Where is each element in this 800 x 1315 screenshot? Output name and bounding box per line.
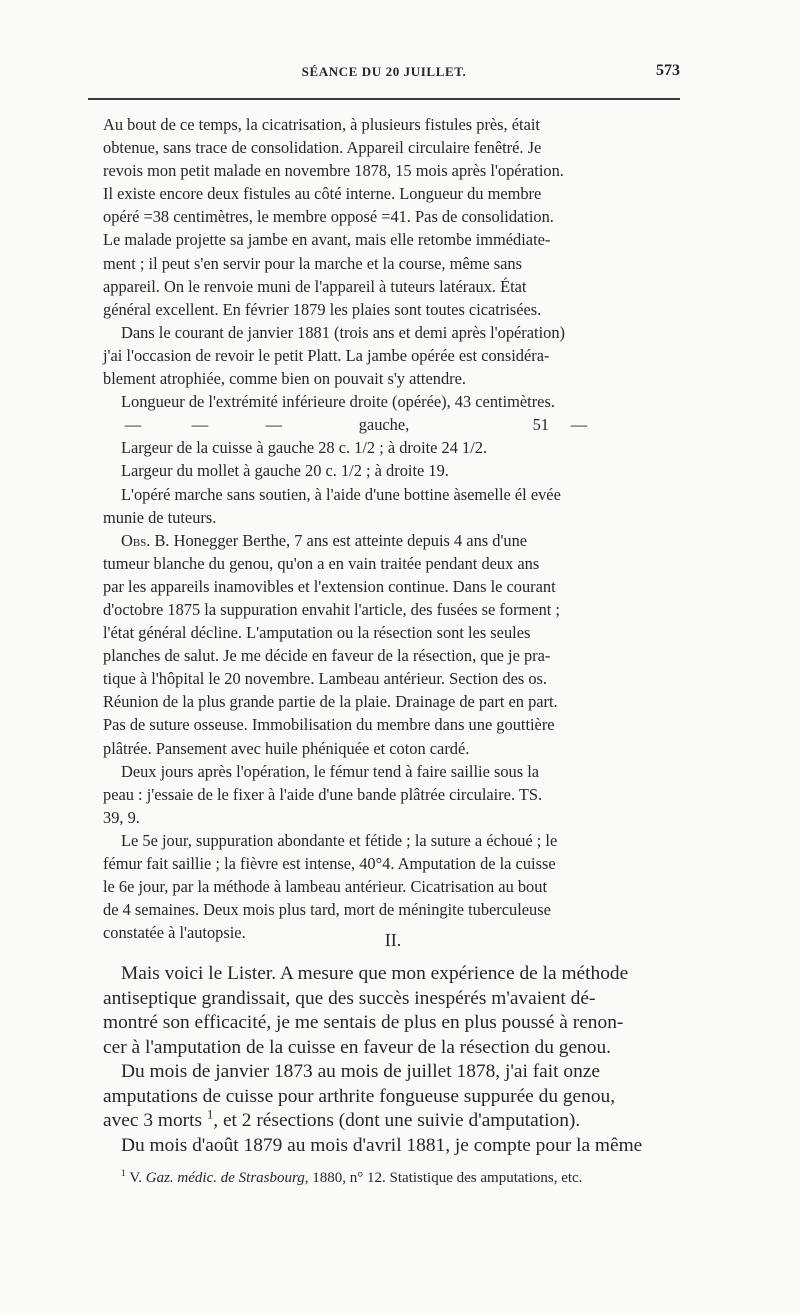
text-line: , et 2 résections (dont une suivie d'amputation). [213, 1110, 581, 1131]
footnote [103, 1168, 683, 1188]
page-number: 573 [656, 62, 680, 79]
text-line: Du mois de janvier 1873 au mois de juillet 1878, j'ai fait onze [121, 1061, 600, 1082]
section-heading: II. [384, 930, 402, 950]
text-line: ment ; il peut s'en servir pour la marche et la course, même sans [103, 253, 522, 273]
text-line: Dans le courant de janvier 1881 (trois ans et demi après l'opération) [121, 322, 565, 342]
ditto-dash: — [191, 415, 209, 435]
gauche-label: gauche, [358, 415, 410, 435]
text-line: amputations de cuisse pour arthrite fongueuse suppurée du genou, [103, 1085, 616, 1107]
paragraph-4 [103, 436, 683, 459]
text-line: de 4 semaines. Deux mois plus tard, mort de méningite tuberculeuse [103, 900, 551, 920]
text-line: peau : j'essaie de le fixer à l'aide d'une bande plâtrée circulaire. TS. [103, 784, 543, 804]
large-paragraph-2 [103, 1060, 683, 1134]
text-line: Le malade projette sa jambe en avant, mais elle retombe immédiate- [103, 230, 551, 250]
text-line: Il existe encore deux fistules au côté interne. Longueur du membre [103, 184, 542, 204]
paragraph-5 [103, 459, 683, 482]
text-line: constatée à l'autopsie. [103, 923, 246, 943]
text-line: d'octobre 1875 la suppuration envahit l'article, des fusées se forment ; [103, 599, 560, 619]
text-line: j'ai l'occasion de revoir le petit Platt. La jambe opérée est considéra- [103, 345, 550, 365]
text-line: montré son efficacité, je me sentais de plus en plus poussé à renon- [103, 1012, 624, 1033]
text-line: planches de salut. Je me décide en faveur de la résection, que je pra- [103, 646, 551, 666]
paragraph-1 [103, 113, 683, 321]
text-line: Deux jours après l'opération, le fémur tend à faire saillie sous la [121, 761, 540, 781]
paragraph-6 [103, 483, 683, 529]
dash-row [103, 413, 683, 436]
text-line: opéré =38 centimètres, le membre opposé =41. Pas de consolidation. [103, 207, 554, 227]
paragraph-2 [103, 321, 683, 390]
text-line: munie de tuteurs. [103, 507, 217, 527]
page-header [88, 64, 680, 90]
text-line: cer à l'amputation de la cuisse en faveur de la résection du genou. [103, 1036, 611, 1058]
ditto-dash: — [265, 415, 283, 435]
text-line: Largeur de la cuisse à gauche 28 c. 1/2 ; à droite 24 1/2. [121, 438, 488, 458]
running-title: SÉANCE DU 20 JUILLET. [301, 64, 467, 79]
text-line: tumeur blanche du genou, qu'on a en vain traitée pendant deux ans [103, 553, 540, 573]
obs-label: Obs. B. [121, 530, 170, 550]
text-line: obtenue, sans trace de consolidation. Appareil circulaire fenêtré. Je [103, 138, 542, 158]
text-line: plâtrée. Pansement avec huile phéniquée et coton cardé. [103, 738, 470, 758]
text-line: Pas de suture osseuse. Immobilisation du membre dans une gouttière [103, 715, 555, 735]
footnote-journal: Gaz. médic. de Strasbourg, [145, 1170, 309, 1186]
text-line: l'état général décline. L'amputation ou la résection sont les seules [103, 623, 531, 643]
text-line: Au bout de ce temps, la cicatrisation, à plusieurs fistules près, était [103, 115, 540, 134]
footnote-marker: 1 [206, 1107, 214, 1122]
ditto-dash: — [124, 415, 142, 435]
text-line: appareil. On le renvoie muni de l'appareil à tuteurs latéraux. État [103, 276, 527, 296]
ditto-dash: — [570, 415, 588, 435]
paragraph-7 [103, 529, 683, 760]
gauche-value: 51 [532, 415, 549, 435]
large-text [103, 962, 683, 1158]
text-line: L'opéré marche sans soutien, à l'aide d'une bottine àsemelle él evée [121, 484, 561, 504]
text-line: 39, 9. [103, 807, 140, 827]
text-line: fémur fait saillie ; la fièvre est intense, 40°4. Amputation de la cuisse [103, 854, 556, 873]
text-line: général excellent. En février 1879 les plaies sont toutes cicatrisées. [103, 299, 542, 319]
text-line: par les appareils inamovibles et l'extension continue. Dans le courant [103, 576, 556, 596]
large-paragraph-1 [103, 962, 683, 1060]
paragraph-9 [103, 829, 683, 944]
footnote-rest: 1880, n° 12. Statistique des amputations, etc. [312, 1170, 583, 1186]
large-paragraph-3 [103, 1134, 683, 1159]
text-line: revois mon petit malade en novembre 1878, 15 mois après l'opération. [103, 161, 564, 181]
footnote-prefix: V. [129, 1170, 143, 1186]
text-line: Du mois d'août 1879 au mois d'avril 1881, je compte pour la même [121, 1134, 643, 1156]
text-line: Longueur de l'extrémité inférieure droite (opérée), 43 centimètres. [121, 392, 555, 412]
body-text [103, 113, 683, 944]
text-line: Le 5e jour, suppuration abondante et fétide ; la suture a échoué ; le [121, 830, 558, 850]
paragraph-8 [103, 760, 683, 829]
text-line: antiseptique grandissait, que des succès inespérés m'avaient dé- [103, 987, 596, 1009]
text-line: Largeur du mollet à gauche 20 c. 1/2 ; à droite 19. [121, 461, 449, 481]
text-line: tique à l'hôpital le 20 novembre. Lambeau antérieur. Section des os. [103, 669, 548, 689]
footnote-number: 1 [121, 1168, 126, 1179]
header-rule [88, 98, 680, 100]
text-line: avec 3 morts [103, 1110, 203, 1131]
text-line: le 6e jour, par la méthode à lambeau antérieur. Cicatrisation au bout [103, 877, 548, 897]
text-line: Honegger Berthe, 7 ans est atteinte depuis 4 ans d'une [173, 530, 528, 550]
paragraph-3 [103, 390, 683, 413]
text-line: blement atrophiée, comme bien on pouvait s'y attendre. [103, 369, 466, 389]
text-line: Mais voici le Lister. A mesure que mon expérience de la méthode [121, 963, 629, 984]
text-line: Réunion de la plus grande partie de la plaie. Drainage de part en part. [103, 692, 558, 712]
